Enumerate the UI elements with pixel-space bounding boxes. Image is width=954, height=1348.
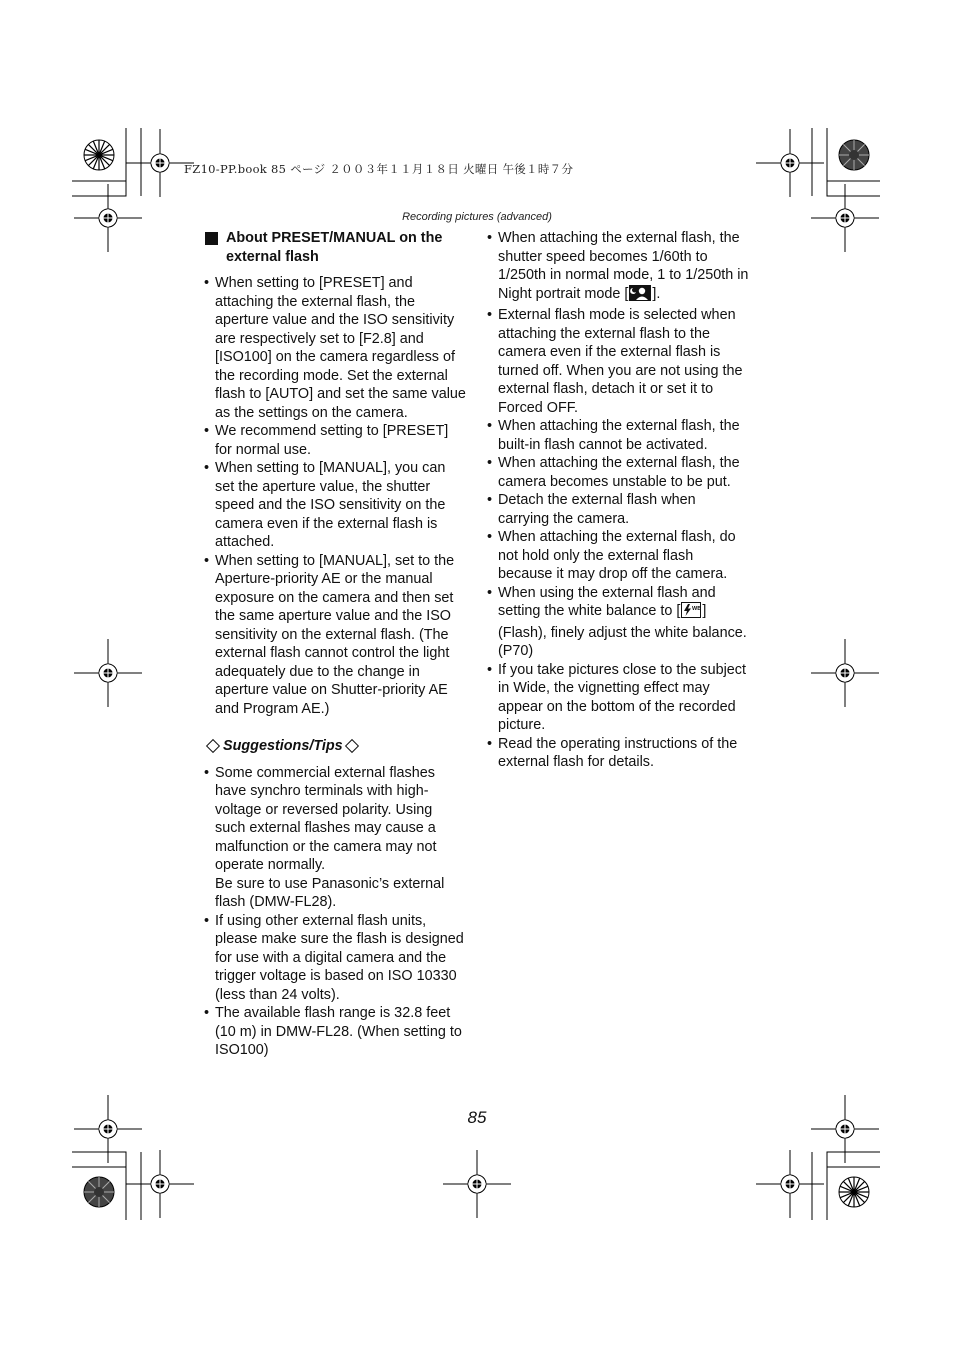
left-column xyxy=(204,229,466,1060)
tips-list xyxy=(204,764,466,1060)
running-head: Recording pictures (advanced) xyxy=(402,211,552,223)
right-column xyxy=(487,229,749,772)
list-item-extra: Be sure to use Panasonic’s external flash (DMW-FL28). xyxy=(215,875,445,910)
list-item-text: ] (Flash), finely adjust the white balance. (P70) xyxy=(498,603,747,659)
list-item-text: When using the external flash and setting the white balance to [ xyxy=(498,584,716,619)
list-item xyxy=(487,229,749,306)
list-item-text: Some commercial external flashes have synchro terminals with high-voltage or reversed polarity. Using such external flashes may cause a malfunction or the camera may not operate normally. xyxy=(215,764,437,873)
list-item: • When setting to [MANUAL], you can set the aperture value, the shutter speed and the ISO sensitivity on the camera even if the external flash is attached. xyxy=(204,459,466,552)
list-item: • External flash mode is selected when attaching the external flash to the camera even if the external flash is turned off. When you are not using the external flash, detach it or set it to Forced OFF. xyxy=(487,306,749,417)
list-item-text: When attaching the external flash, the shutter speed becomes 1/60th to 1/250th in normal mode, 1 to 1/250th in Night portrait mode [ xyxy=(498,230,749,302)
square-bullet-icon xyxy=(205,232,218,245)
list-item: • If you take pictures close to the subject in Wide, the vignetting effect may appear on the bottom of the recorded picture. xyxy=(487,661,749,735)
list-item: • Read the operating instructions of the external flash for details. xyxy=(487,735,749,772)
list-item-text: ]. xyxy=(652,285,661,302)
right-list xyxy=(487,229,749,772)
list-item: • Detach the external flash when carrying the camera. xyxy=(487,491,749,528)
list-item: • When attaching the external flash, the camera becomes unstable to be put. xyxy=(487,454,749,491)
tips-heading xyxy=(204,737,466,756)
svg-text:WB: WB xyxy=(692,606,702,612)
list-item: • When setting to [PRESET] and attaching the external flash, the aperture value and the ISO sensitivity are respectively set to [F2.8] and [ISO100] on the camera regardless of the recording mode. Set the external flash to [AUTO] and set the same value as the settings on the camera. xyxy=(204,274,466,422)
list-item: • The available flash range is 32.8 feet (10 m) in DMW-FL28. (When setting to ISO100) xyxy=(204,1004,466,1060)
list-item: • When attaching the external flash, do not hold only the external flash because it may drop off the camera. xyxy=(487,528,749,584)
section-heading xyxy=(204,229,466,267)
page-number: 85 xyxy=(467,1108,487,1127)
tips-heading-text: Suggestions/Tips xyxy=(223,738,343,754)
wb-flash-icon xyxy=(681,602,701,624)
list-item xyxy=(487,584,749,661)
list-item: • We recommend setting to [PRESET] for normal use. xyxy=(204,422,466,459)
diamond-icon xyxy=(206,739,220,753)
section-heading-text: About PRESET/MANUAL on the external flash xyxy=(226,230,443,265)
list-item xyxy=(204,764,466,912)
diamond-icon xyxy=(345,739,359,753)
preset-manual-list xyxy=(204,274,466,718)
list-item: • When attaching the external flash, the built-in flash cannot be activated. xyxy=(487,417,749,454)
list-item: • When setting to [MANUAL], set to the Aperture-priority AE or the manual exposure on the camera and then set the same aperture value and the ISO sensitivity on the external flash. (The external flash cannot control the light adequately due to the change in aperture value on Shutter-priority AE and Program AE.) xyxy=(204,552,466,719)
night-portrait-icon xyxy=(629,285,651,307)
list-item: • If using other external flash units, please make sure the flash is designed for use with a digital camera and the trigger voltage is based on ISO 10330 (less than 24 volts). xyxy=(204,912,466,1005)
file-header: FZ10-PP.book 85 ページ ２００３年１１月１８日 火曜日 午後１時７分 xyxy=(184,162,574,176)
